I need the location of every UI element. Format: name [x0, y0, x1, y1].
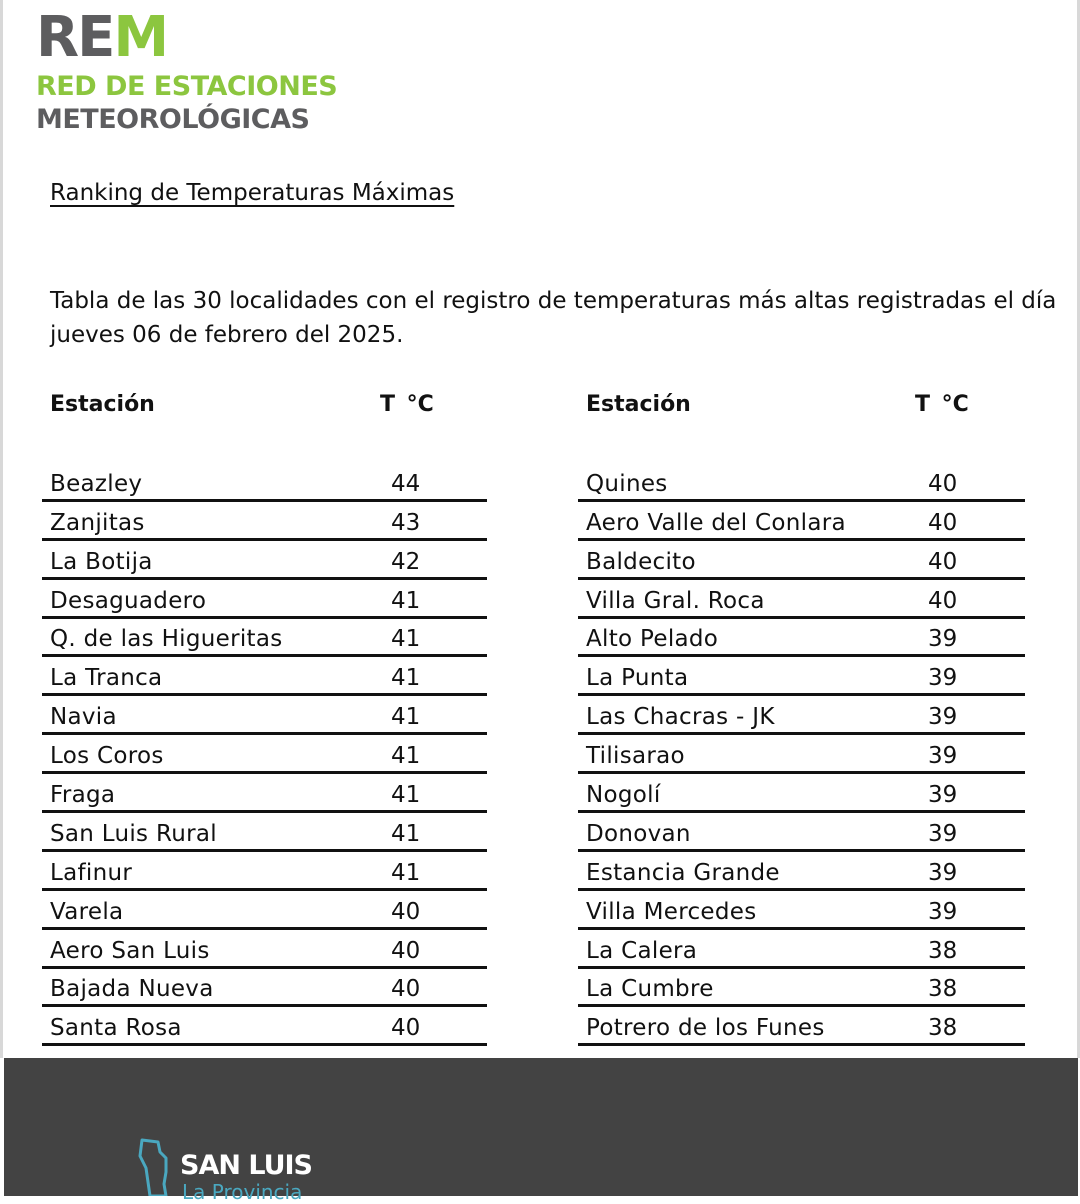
column-header-station: Estación [586, 392, 691, 417]
temperature-value: 38 [928, 976, 958, 1003]
temperature-value: 41 [391, 665, 421, 692]
rem-logo-re: RE [36, 5, 114, 70]
table-row [578, 1007, 1025, 1046]
station-name: La Calera [586, 937, 698, 964]
temperature-value: 41 [391, 743, 421, 770]
station-name: Quines [586, 470, 668, 497]
temperature-value: 41 [391, 587, 421, 614]
table-row [42, 502, 487, 541]
table-row [578, 930, 1025, 969]
temperature-value: 40 [391, 976, 421, 1003]
table-row [578, 969, 1025, 1008]
ranking-table-left [42, 392, 487, 1042]
station-name: Potrero de los Funes [586, 1015, 825, 1042]
table-row [578, 502, 1025, 541]
station-name: La Punta [586, 665, 689, 692]
station-name: Las Chacras - JK [586, 704, 775, 731]
column-header-station: Estación [50, 392, 155, 417]
station-name: Santa Rosa [50, 1015, 182, 1042]
footer-brand-name: SAN LUIS [180, 1150, 312, 1181]
temperature-value: 40 [928, 587, 958, 614]
column-header-temp: T °C [380, 392, 434, 417]
table-row [42, 891, 487, 930]
table-row [42, 813, 487, 852]
table-rows [578, 463, 1025, 1046]
station-name: Nogolí [586, 782, 661, 809]
table-row [578, 852, 1025, 891]
table-rows [42, 463, 487, 1046]
station-name: Bajada Nueva [50, 976, 214, 1003]
station-name: Q. de las Higueritas [50, 626, 283, 653]
temperature-value: 39 [928, 782, 958, 809]
san-luis-logo [136, 1138, 356, 1204]
table-header [578, 392, 1025, 426]
table-row [578, 891, 1025, 930]
temperature-value: 41 [391, 626, 421, 653]
table-row [578, 735, 1025, 774]
table-row [42, 735, 487, 774]
station-name: La Cumbre [586, 976, 714, 1003]
table-row [42, 852, 487, 891]
document-title: Ranking de Temperaturas Máximas [50, 180, 455, 206]
temperature-value: 43 [391, 509, 421, 536]
temperature-value: 39 [928, 704, 958, 731]
table-row [578, 696, 1025, 735]
rem-logo [36, 5, 338, 136]
rem-logo-m: M [113, 5, 168, 70]
san-luis-province-map-icon [136, 1138, 176, 1196]
station-name: Fraga [50, 782, 116, 809]
station-name: Lafinur [50, 859, 133, 886]
temperature-value: 40 [391, 937, 421, 964]
table-row [42, 580, 487, 619]
station-name: La Botija [50, 548, 153, 575]
station-name: Varela [50, 898, 124, 925]
temperature-value: 44 [391, 470, 421, 497]
table-row [42, 969, 487, 1008]
temperature-value: 40 [928, 548, 958, 575]
table-row [42, 657, 487, 696]
station-name: Aero San Luis [50, 937, 210, 964]
temperature-value: 39 [928, 626, 958, 653]
temperature-value: 38 [928, 937, 958, 964]
table-row [578, 657, 1025, 696]
temperature-value: 41 [391, 859, 421, 886]
temperature-value: 40 [391, 1015, 421, 1042]
table-row [42, 463, 487, 502]
table-header [42, 392, 487, 426]
temperature-value: 42 [391, 548, 421, 575]
table-row [42, 619, 487, 658]
temperature-value: 41 [391, 704, 421, 731]
temperature-value: 41 [391, 820, 421, 847]
table-row [578, 619, 1025, 658]
station-name: Navia [50, 704, 117, 731]
rem-logo-line2: METEOROLÓGICAS [36, 104, 310, 135]
rem-logo-line1: RED DE ESTACIONES [36, 71, 338, 102]
station-name: Donovan [586, 820, 691, 847]
temperature-value: 40 [928, 509, 958, 536]
temperature-value: 39 [928, 820, 958, 847]
table-row [578, 541, 1025, 580]
temperature-value: 40 [391, 898, 421, 925]
temperature-value: 39 [928, 665, 958, 692]
station-name: Desaguadero [50, 587, 207, 614]
table-row [578, 813, 1025, 852]
intro-paragraph: Tabla de las 30 localidades con el registro de temperaturas más altas registradas el día jueves 06 de febrero del 2025. [50, 288, 1057, 348]
footer-brand-sub: La Provincia [182, 1180, 303, 1204]
table-row [42, 1007, 487, 1046]
station-name: Los Coros [50, 743, 164, 770]
table-row [42, 541, 487, 580]
ranking-table-right [578, 392, 1025, 1042]
table-row [578, 463, 1025, 502]
temperature-value: 41 [391, 782, 421, 809]
station-name: Tilisarao [586, 743, 685, 770]
station-name: Alto Pelado [586, 626, 719, 653]
station-name: Aero Valle del Conlara [586, 509, 846, 536]
station-name: San Luis Rural [50, 820, 217, 847]
station-name: La Tranca [50, 665, 163, 692]
footer-bar [4, 1058, 1078, 1204]
table-row [42, 696, 487, 735]
table-row [578, 774, 1025, 813]
rem-logo-mark [36, 5, 337, 70]
temperature-value: 38 [928, 1015, 958, 1042]
temperature-value: 39 [928, 743, 958, 770]
column-header-temp: T °C [915, 392, 969, 417]
table-row [42, 930, 487, 969]
station-name: Villa Gral. Roca [586, 587, 765, 614]
station-name: Villa Mercedes [586, 898, 757, 925]
table-row [42, 774, 487, 813]
station-name: Beazley [50, 470, 143, 497]
station-name: Zanjitas [50, 509, 145, 536]
temperature-value: 39 [928, 898, 958, 925]
temperature-value: 39 [928, 859, 958, 886]
temperature-value: 40 [928, 470, 958, 497]
table-row [578, 580, 1025, 619]
station-name: Baldecito [586, 548, 696, 575]
station-name: Estancia Grande [586, 859, 780, 886]
